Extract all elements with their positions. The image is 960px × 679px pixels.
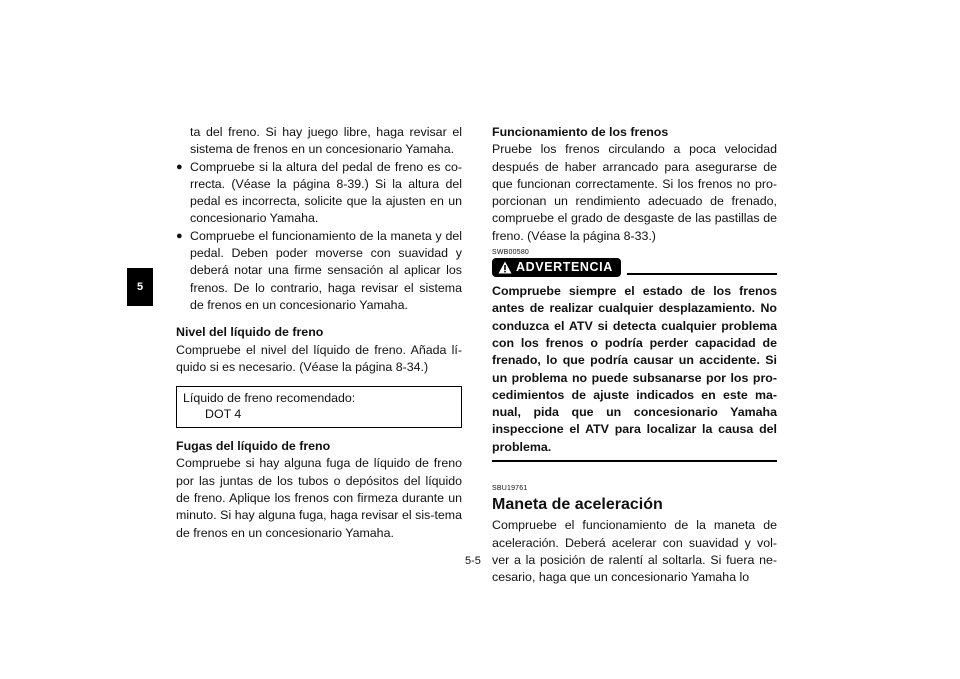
- spec-value: DOT 4: [205, 407, 242, 422]
- paragraph: Compruebe el funcionamiento de la maneta de aceleración. Deberá acelerar con suavidad y vol-ver a la posición de ralentí al soltarla. Si fuera ne-cesario, haga que un concesionario Yamaha lo: [492, 518, 777, 585]
- bullet-text: Compruebe si la altura del pedal de freno es co-rrecta. (Véase la página 8-39.) Si la altura del pedal es incorrecta, solicite que la ajusten en un concesionario Yamaha.: [190, 159, 462, 226]
- section-heading: Fugas del líquido de freno: [176, 439, 331, 454]
- section-title: Maneta de aceleración: [492, 496, 663, 514]
- bullet-item: [176, 159, 462, 228]
- spec-box: [176, 386, 462, 428]
- warning-label: ADVERTENCIA: [516, 259, 613, 274]
- left-column: [176, 124, 462, 542]
- section-heading: Funcionamiento de los frenos: [492, 125, 669, 139]
- paragraph: Pruebe los frenos circulando a poca velocidad después de haber arrancado para asegurarse de que funcionan correctamente. Si los frenos no pro-porcionan un rendimiento adecuado de frenado, compruebe el grado de desgaste de las pastillas de freno. (Véase la página 8-33.): [492, 142, 777, 243]
- warning-triangle-icon: [498, 261, 512, 274]
- section-heading: Nivel del líquido de freno: [176, 325, 324, 340]
- paragraph: ta del freno. Si hay juego libre, haga revisar el sistema de frenos en un concesionario Yamaha.: [190, 125, 462, 157]
- warning-badge: [492, 258, 621, 277]
- right-column: [492, 124, 777, 587]
- warning-rule: [627, 273, 777, 275]
- bullet-icon: ●: [176, 229, 183, 242]
- warning-code: SWB00580: [492, 249, 530, 257]
- chapter-tab: [127, 268, 153, 306]
- spec-label: Líquido de freno recomendado:: [183, 391, 356, 406]
- bullet-item: [176, 228, 462, 314]
- paragraph: Compruebe el nivel del líquido de freno. Añada lí-quido si es necesario. (Véase la página 8-34.): [176, 342, 462, 374]
- section-code: SBU19761: [492, 485, 528, 493]
- paragraph: Compruebe si hay alguna fuga de líquido de freno por las juntas de los tubos o depósitos del líquido de freno. Aplique los frenos con firmeza durante un minuto. Si hay alguna fuga, haga revisar el sis-tema de frenos en un concesionario Yamaha.: [176, 456, 462, 540]
- bullet-text: Compruebe el funcionamiento de la maneta y del pedal. Deben poder moverse con suavidad y deberá notar una firme sensación al aplicar los frenos. De lo contrario, haga revisar el sistema de frenos en un concesionario Yamaha.: [190, 228, 462, 312]
- warning-header: [492, 258, 777, 277]
- page-number: 5-5: [465, 555, 481, 567]
- warning-text: Compruebe siempre el estado de los frenos antes de realizar cualquier desplazamiento. No conduzca el ATV si detecta cualquier problema con los frenos o podría perder capacidad de frenado, lo que podría causar un accidente. Si un problema no puede subsanarse por los pro-cedimientos de ajuste indicados en este ma-nual, pida que un concesionario Yamaha inspeccione el ATV para localizar la causa del problema.: [492, 284, 777, 454]
- bullet-icon: ●: [176, 160, 183, 173]
- chapter-number: 5: [136, 281, 144, 293]
